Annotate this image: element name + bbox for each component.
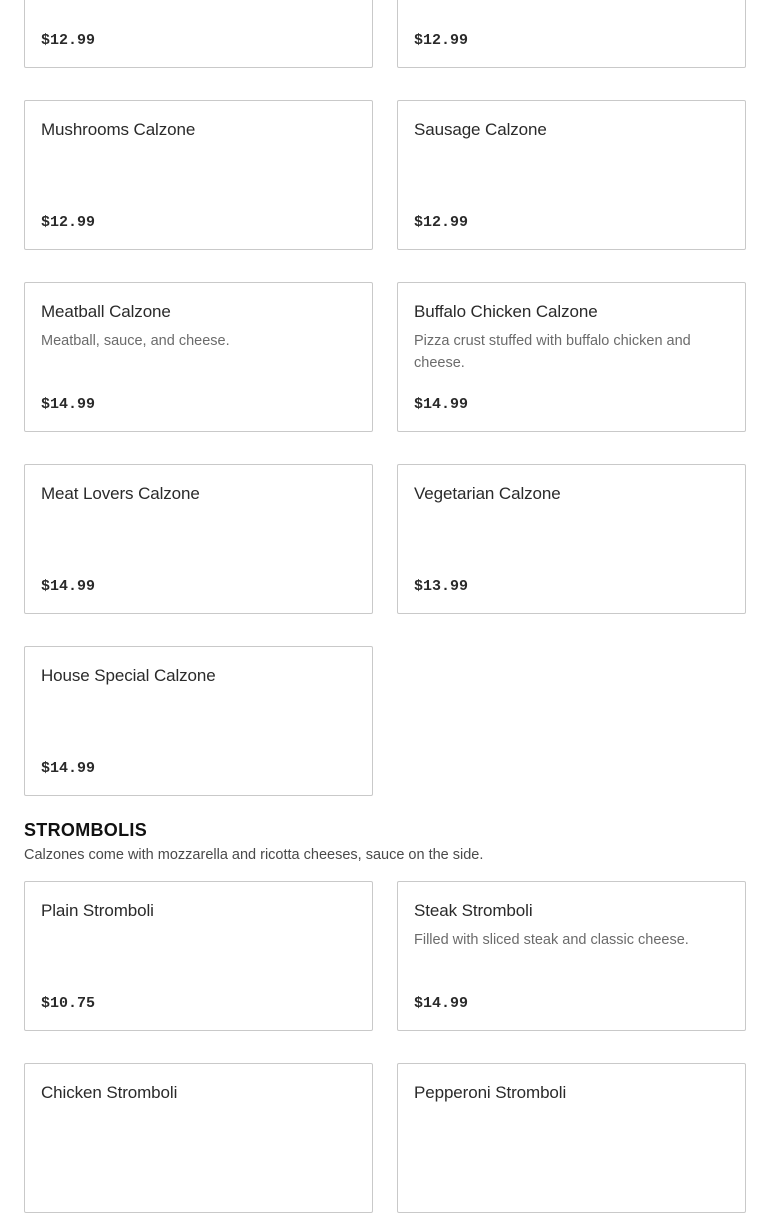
menu-item-chicken-stromboli[interactable]	[24, 1063, 373, 1213]
item-description: Pizza crust stuffed with buffalo chicken and cheese.	[414, 333, 691, 371]
section-title: STROMBOLIS	[24, 820, 147, 840]
strombolis-section-header	[24, 796, 746, 881]
item-price: $14.99	[41, 396, 96, 413]
item-name: Buffalo Chicken Calzone	[414, 302, 598, 321]
item-price: $12.99	[41, 32, 96, 49]
menu-item-plain-stromboli[interactable]	[24, 881, 373, 1031]
item-name: Chicken Stromboli	[41, 1083, 178, 1102]
item-price: $13.99	[414, 578, 469, 595]
item-name: Pepperoni Stromboli	[414, 1083, 567, 1102]
menu-item-card[interactable]	[24, 0, 373, 68]
item-name: Meatball Calzone	[41, 302, 171, 321]
menu-item-meatball-calzone[interactable]	[24, 282, 373, 432]
menu-item-sausage-calzone[interactable]	[397, 100, 746, 250]
menu-item-mushrooms-calzone[interactable]	[24, 100, 373, 250]
item-price: $14.99	[414, 995, 469, 1012]
item-price: $14.99	[41, 578, 96, 595]
item-price: $12.99	[414, 214, 469, 231]
menu-item-meat-lovers-calzone[interactable]	[24, 464, 373, 614]
item-price: $12.99	[414, 32, 469, 49]
item-name: Sausage Calzone	[414, 120, 547, 139]
section-description: Calzones come with mozzarella and ricotta cheeses, sauce on the side.	[24, 847, 484, 863]
item-price: $14.99	[414, 396, 469, 413]
menu-item-steak-stromboli[interactable]	[397, 881, 746, 1031]
item-name: Meat Lovers Calzone	[41, 484, 200, 503]
item-name: Vegetarian Calzone	[414, 484, 561, 503]
item-name: Plain Stromboli	[41, 901, 154, 920]
item-price: $10.75	[41, 995, 96, 1012]
item-price: $12.99	[41, 214, 96, 231]
item-description: Filled with sliced steak and classic cheese.	[414, 932, 689, 948]
menu-item-card[interactable]	[397, 0, 746, 68]
item-name: Mushrooms Calzone	[41, 120, 196, 139]
calzones-grid	[24, 0, 746, 796]
item-price: $14.99	[41, 760, 96, 777]
menu-item-pepperoni-stromboli[interactable]	[397, 1063, 746, 1213]
item-name: Steak Stromboli	[414, 901, 533, 920]
menu-item-buffalo-chicken-calzone[interactable]	[397, 282, 746, 432]
item-description: Meatball, sauce, and cheese.	[41, 333, 230, 349]
item-name: House Special Calzone	[41, 666, 216, 685]
menu-item-house-special-calzone[interactable]	[24, 646, 373, 796]
menu-page	[24, 0, 746, 1213]
strombolis-grid	[24, 881, 746, 1213]
menu-item-vegetarian-calzone[interactable]	[397, 464, 746, 614]
